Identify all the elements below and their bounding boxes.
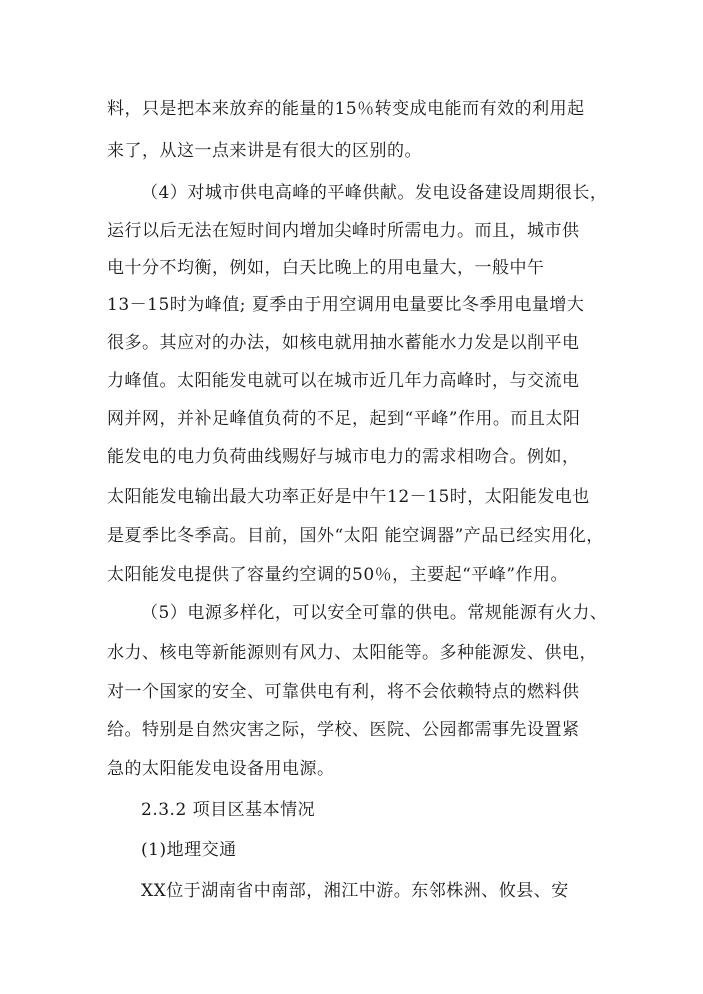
text-line: 能发电的电力负荷曲线赐好与城市电力的需求相吻合。例如，: [107, 447, 580, 467]
text-line: 力峰值。太阳能发电就可以在城市近几年力高峰时，与交流电: [107, 371, 580, 391]
text-line: 水力、核电等新能源则有风力、太阳能等。多种能源发、供电，: [107, 643, 597, 663]
text-line: 料，只是把本来放弃的能量的15％转变成电能而有效的利用起: [107, 99, 585, 119]
subsection-heading: (1)地理交通: [141, 840, 237, 860]
text-line: XX位于湖南省中南部，湘江中游。东邻株洲、攸县、安: [141, 881, 569, 901]
text-line: 网并网，并补足峰值负荷的不足，起到“平峰”作用。而且太阳: [107, 409, 581, 429]
text-line: （4）对城市供电高峰的平峰供献。发电设备建设周期很长，: [141, 183, 608, 203]
section-heading: 2.3.2 项目区基本情况: [141, 800, 316, 820]
text-line: 13－15时为峰值; 夏季由于用空调用电量要比冬季用电量增大: [107, 295, 585, 315]
text-line: 很多。其应对的办法，如核电就用抽水蓄能水力发是以削平电: [107, 333, 580, 353]
text-line: 电十分不均衡，例如，白天比晚上的用电量大，一般中午: [107, 258, 545, 278]
text-line: 太阳能发电输出最大功率正好是中午12－15时，太阳能发电也: [107, 487, 590, 507]
text-line: 是夏季比冬季高。目前，国外“太阳 能空调器”产品已经实用化，: [107, 526, 604, 546]
text-line: （5）电源多样化，可以安全可靠的供电。常规能源有火力、: [141, 603, 608, 623]
text-line: 给。特别是自然灾害之际，学校、医院、公园都需事先设置紧: [107, 720, 580, 740]
text-line: 太阳能发电提供了容量约空调的50％，主要起“平峰”作用。: [107, 565, 569, 585]
text-line: 对一个国家的安全、可靠供电有利，将不会依赖特点的燃料供: [107, 682, 580, 702]
text-line: 来了，从这一点来讲是有很大的区别的。: [107, 141, 422, 161]
text-line: 急的太阳能发电设备用电源。: [107, 759, 335, 779]
text-line: 运行以后无法在短时间内增加尖峰时所需电力。而且，城市供: [107, 221, 580, 241]
